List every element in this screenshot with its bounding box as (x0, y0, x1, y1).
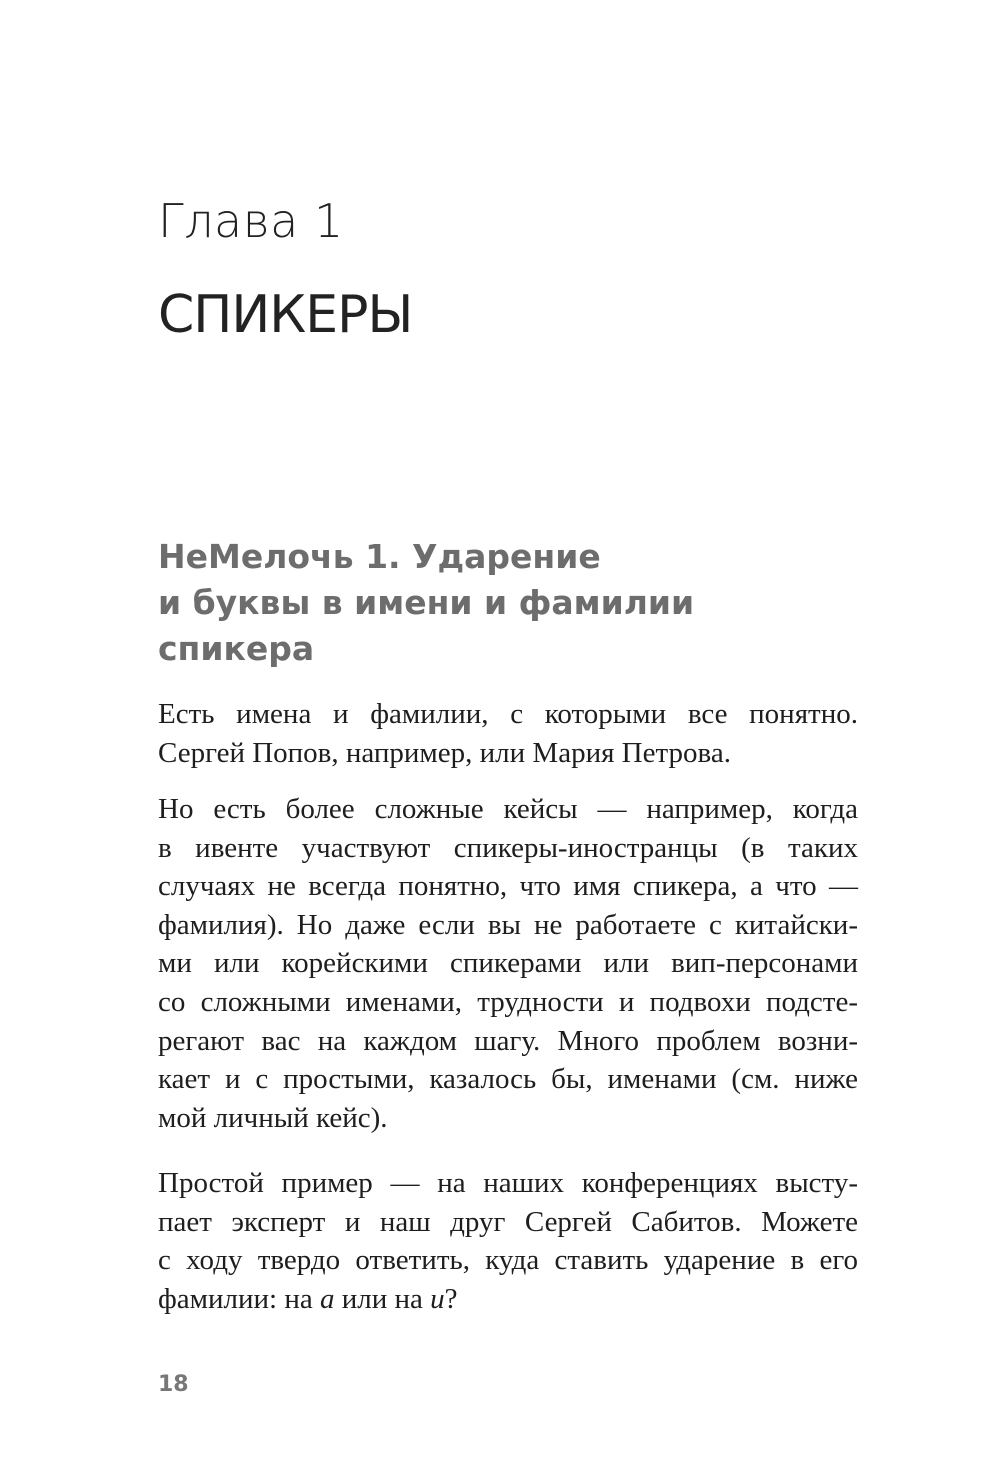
page-number: 18 (158, 1372, 189, 1397)
paragraph-line: пает эксперт и наш друг Сергей Сабитов. Можете (158, 1205, 858, 1238)
paragraph-1 (158, 695, 858, 772)
paragraph-line: в ивенте участвуют спикеры-иностранцы (в таких (158, 831, 858, 864)
paragraph-line: кает и с простыми, казалось бы, именами (см. ниже (158, 1063, 858, 1096)
paragraph-line: фамилия). Но даже если вы не работаете с китайски- (158, 908, 858, 941)
paragraph-line: Есть имена и фамилии, с которыми все понятно. (158, 698, 858, 730)
section-heading (158, 534, 858, 672)
text-run: ? (444, 1282, 458, 1315)
text-run: или на (334, 1282, 431, 1315)
section-heading-line: спикера (158, 629, 315, 668)
italic-letter-i: и (430, 1282, 445, 1315)
paragraph-line: мой личный кейс). (158, 1101, 388, 1134)
section-heading-line: НеМелочь 1. Ударение (158, 537, 601, 576)
paragraph-line: с ходу твердо ответить, куда ставить ударение в его (158, 1244, 858, 1277)
paragraph-line: Сергей Попов, например, или Мария Петрова. (158, 736, 731, 769)
paragraph-line: ми или корейскими спикерами или вип-персонами (158, 947, 858, 980)
chapter-title: СПИКЕРЫ (158, 285, 413, 345)
paragraph-line: регают вас на каждом шагу. Много проблем возни- (158, 1024, 858, 1057)
section-heading-line: и буквы в имени и фамилии (158, 583, 695, 622)
paragraph-line (158, 1280, 858, 1319)
paragraph-3 (158, 1164, 858, 1318)
chapter-label: Глава 1 (158, 194, 344, 248)
italic-letter-a: а (320, 1282, 335, 1315)
paragraph-line: Но есть более сложные кейсы — например, когда (158, 793, 858, 825)
paragraph-2 (158, 790, 858, 1137)
paragraph-line: Простой пример — на наших конференциях высту- (158, 1167, 858, 1199)
paragraph-line: случаях не всегда понятно, что имя спикера, а что — (158, 870, 858, 903)
paragraph-line: со сложными именами, трудности и подвохи подсте- (158, 985, 858, 1018)
text-run: фамилии: на (158, 1282, 320, 1315)
